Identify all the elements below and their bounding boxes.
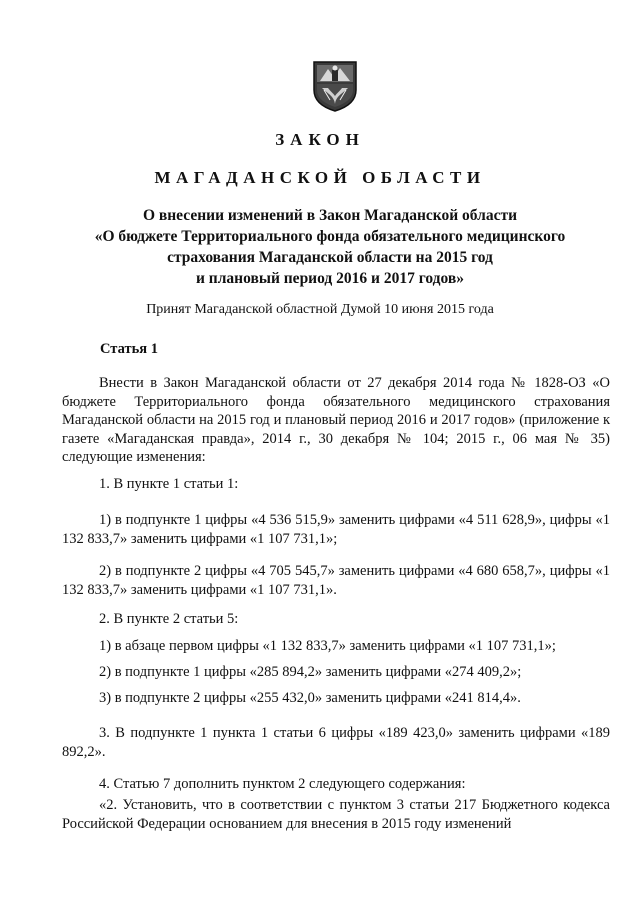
coat-of-arms-icon xyxy=(312,60,358,112)
law-subject xyxy=(40,205,620,289)
adoption-note: Принят Магаданской областной Думой 10 июня 2015 года xyxy=(146,302,494,317)
article-intro: Внести в Закон Магаданской области от 27 декабря 2014 года № 1828-ОЗ «О бюджете Территориального фонда обязательного медицинского страхования Магаданской области на 2015 год и плановый период 2016 и 2017 годов» (приложение к газете «Магаданская правда», 2014 г., 30 декабря № 104; 2015 г., 06 мая № 35) следующие изменения: xyxy=(62,375,610,466)
article-title: Статья 1 xyxy=(100,341,158,357)
subject-line: и плановый период 2016 и 2017 годов» xyxy=(196,270,464,287)
subject-line: «О бюджете Территориального фонда обязательного медицинского xyxy=(94,228,566,245)
subject-line: страхования Магаданской области на 2015 год xyxy=(167,249,493,266)
region-title: МАГАДАНСКОЙ ОБЛАСТИ xyxy=(154,168,486,187)
point-1-subitem-2: 2) в подпункте 2 цифры «4 705 545,7» заменить цифрами «4 680 658,7», цифры «1 132 833,7» заменить цифрами «1 107 731,1». xyxy=(62,563,610,598)
law-title: ЗАКОН xyxy=(275,130,365,149)
subject-line: О внесении изменений в Закон Магаданской области xyxy=(142,207,518,224)
point-4-heading: 4. Статью 7 дополнить пунктом 2 следующего содержания: xyxy=(99,776,466,792)
point-3: 3. В подпункте 1 пункта 1 статьи 6 цифры «189 423,0» заменить цифрами «189 892,2». xyxy=(62,725,610,760)
point-2-subitem-1: 1) в абзаце первом цифры «1 132 833,7» заменить цифрами «1 107 731,1»; xyxy=(99,638,556,654)
point-1-heading: 1. В пункте 1 статьи 1: xyxy=(99,476,239,492)
point-1-subitem-1: 1) в подпункте 1 цифры «4 536 515,9» заменить цифрами «4 511 628,9», цифры «1 132 833,7» заменить цифрами «1 107 731,1»; xyxy=(62,512,610,547)
point-2-subitem-3: 3) в подпункте 2 цифры «255 432,0» заменить цифрами «241 814,4». xyxy=(99,690,521,706)
point-2-subitem-2: 2) в подпункте 1 цифры «285 894,2» заменить цифрами «274 409,2»; xyxy=(99,664,522,680)
point-2-heading: 2. В пункте 2 статьи 5: xyxy=(99,611,239,627)
point-4-text: «2. Установить, что в соответствии с пунктом 3 статьи 217 Бюджетного кодекса Российской Федерации основанием для внесения в 2015 году изменений xyxy=(62,797,610,832)
